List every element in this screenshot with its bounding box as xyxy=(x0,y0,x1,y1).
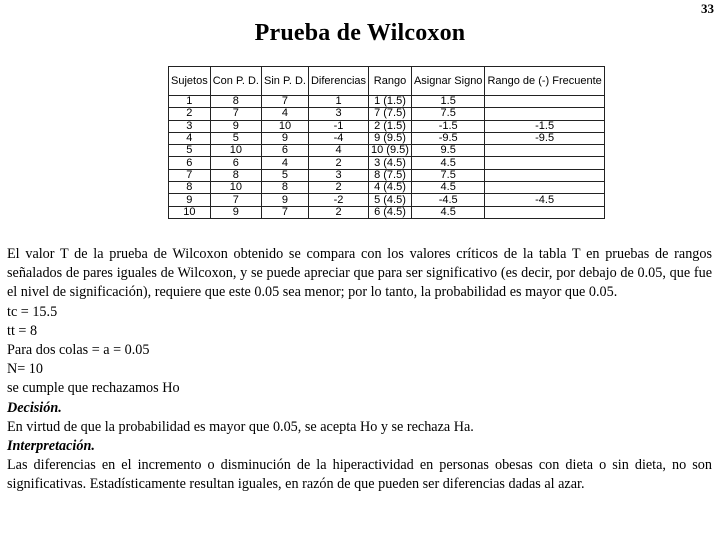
page-number: 33 xyxy=(701,1,714,16)
tt-line: tt = 8 xyxy=(7,322,38,339)
table-row xyxy=(169,157,605,169)
table-cell: -9.5 xyxy=(485,132,604,144)
table-cell: 9 xyxy=(210,206,261,218)
table-cell: 2 xyxy=(308,182,368,194)
table-cell: 4.5 xyxy=(411,206,485,218)
interpretation-text: Las diferencias en el incremento o disminución de la hiperactividad en personas obesas con dieta o sin dieta, no son significativas. Estadísticamente resultan iguales, en razón de que pueden ser diferencias dadas al azar. xyxy=(7,457,712,493)
table-cell: 4 (4.5) xyxy=(369,182,412,194)
table-cell: 2 xyxy=(308,157,368,169)
table-row xyxy=(169,132,605,144)
table-cell xyxy=(485,157,604,169)
table-row xyxy=(169,120,605,132)
table-cell: 7.5 xyxy=(411,169,485,181)
page-title: Prueba de Wilcoxon xyxy=(254,20,466,46)
table-cell: 6 xyxy=(210,157,261,169)
table-cell xyxy=(485,206,604,218)
table-row xyxy=(169,206,605,218)
intro-paragraph: El valor T de la prueba de Wilcoxon obtenido se compara con los valores críticos de la tabla T en pruebas de rangos señalados de pares iguales de Wilcoxon, y se puede apreciar que para ser significativo (es decir, por debajo de 0.05, que fue el nivel de significación), requiere que este 0.05 sea menor; por lo tanto, la probabilidad es mayor que 0.05. xyxy=(7,246,712,301)
table-cell: 8 xyxy=(169,182,211,194)
table-cell: 1 xyxy=(169,96,211,108)
table-cell: 7 xyxy=(169,169,211,181)
table-cell: 6 xyxy=(169,157,211,169)
table-cell: 1 (1.5) xyxy=(369,96,412,108)
table-cell: 4.5 xyxy=(411,157,485,169)
table-cell: -1 xyxy=(308,120,368,132)
body-text xyxy=(7,245,712,495)
table-cell: 8 xyxy=(210,169,261,181)
table-cell: 7 (7.5) xyxy=(369,108,412,120)
table-cell: 9 xyxy=(261,194,308,206)
table-row xyxy=(169,169,605,181)
table-cell: -2 xyxy=(308,194,368,206)
table-header-cell: Asignar Signo xyxy=(411,67,485,96)
table-cell: 9 xyxy=(210,120,261,132)
wilcoxon-table-container xyxy=(168,66,602,230)
table-row xyxy=(169,145,605,157)
interpretation-heading: Interpretación. xyxy=(7,438,95,455)
table-header-cell: Diferencias xyxy=(308,67,368,96)
table-header-row xyxy=(169,67,605,96)
table-cell: 2 xyxy=(308,206,368,218)
table-cell: 5 xyxy=(169,145,211,157)
table-row xyxy=(169,108,605,120)
table-cell: 3 (4.5) xyxy=(369,157,412,169)
table-cell: 8 xyxy=(210,96,261,108)
n-line: N= 10 xyxy=(7,361,43,378)
tc-line: tc = 15.5 xyxy=(7,303,58,320)
decision-heading: Decisión. xyxy=(7,399,62,416)
table-cell: 2 (1.5) xyxy=(369,120,412,132)
table-row xyxy=(169,194,605,206)
table-cell: -9.5 xyxy=(411,132,485,144)
table-cell: -1.5 xyxy=(411,120,485,132)
table-cell: 4 xyxy=(261,108,308,120)
table-cell: 8 xyxy=(261,182,308,194)
decision-text: En virtud de que la probabilidad es mayor que 0.05, se acepta Ho y se rechaza Ha. xyxy=(7,418,474,435)
table-cell: 3 xyxy=(169,120,211,132)
table-cell: 4 xyxy=(261,157,308,169)
table-cell: 4.5 xyxy=(411,182,485,194)
table-row xyxy=(169,182,605,194)
table-cell: 10 (9.5) xyxy=(369,145,412,157)
table-cell: 1.5 xyxy=(411,96,485,108)
table-cell: 9 (9.5) xyxy=(369,132,412,144)
table-cell: 2 xyxy=(169,108,211,120)
table-cell: 6 xyxy=(261,145,308,157)
table-row xyxy=(169,96,605,108)
table-cell: 7 xyxy=(210,108,261,120)
table-cell: 3 xyxy=(308,108,368,120)
table-cell xyxy=(485,182,604,194)
table-cell: 1 xyxy=(308,96,368,108)
table-cell: -1.5 xyxy=(485,120,604,132)
table-cell xyxy=(485,145,604,157)
table-cell: 9 xyxy=(261,132,308,144)
table-cell: -4 xyxy=(308,132,368,144)
table-cell: 4 xyxy=(308,145,368,157)
table-cell: 10 xyxy=(169,206,211,218)
table-header-cell: Sin P. D. xyxy=(261,67,308,96)
table-body xyxy=(169,96,605,219)
wilcoxon-table xyxy=(168,66,605,219)
table-cell: 7 xyxy=(210,194,261,206)
table-cell: 7 xyxy=(261,206,308,218)
table-cell: 4 xyxy=(169,132,211,144)
table-cell: 8 (7.5) xyxy=(369,169,412,181)
table-cell: 9 xyxy=(169,194,211,206)
table-cell: 7 xyxy=(261,96,308,108)
table-cell: 5 xyxy=(210,132,261,144)
table-cell: -4.5 xyxy=(411,194,485,206)
table-header-cell: Rango xyxy=(369,67,412,96)
table-cell xyxy=(485,169,604,181)
table-header-cell: Rango de (-) Frecuente xyxy=(485,67,604,96)
table-cell: 3 xyxy=(308,169,368,181)
table-header-cell: Sujetos xyxy=(169,67,211,96)
table-cell: 9.5 xyxy=(411,145,485,157)
reject-line: se cumple que rechazamos Ho xyxy=(7,380,180,397)
table-cell: 10 xyxy=(210,182,261,194)
table-cell: 5 (4.5) xyxy=(369,194,412,206)
table-cell: -4.5 xyxy=(485,194,604,206)
table-header-cell: Con P. D. xyxy=(210,67,261,96)
table-cell: 7.5 xyxy=(411,108,485,120)
table-cell xyxy=(485,108,604,120)
table-cell: 10 xyxy=(210,145,261,157)
table-cell: 5 xyxy=(261,169,308,181)
two-tail-line: Para dos colas = a = 0.05 xyxy=(7,342,150,359)
table-cell: 10 xyxy=(261,120,308,132)
table-cell: 6 (4.5) xyxy=(369,206,412,218)
table-cell xyxy=(485,96,604,108)
